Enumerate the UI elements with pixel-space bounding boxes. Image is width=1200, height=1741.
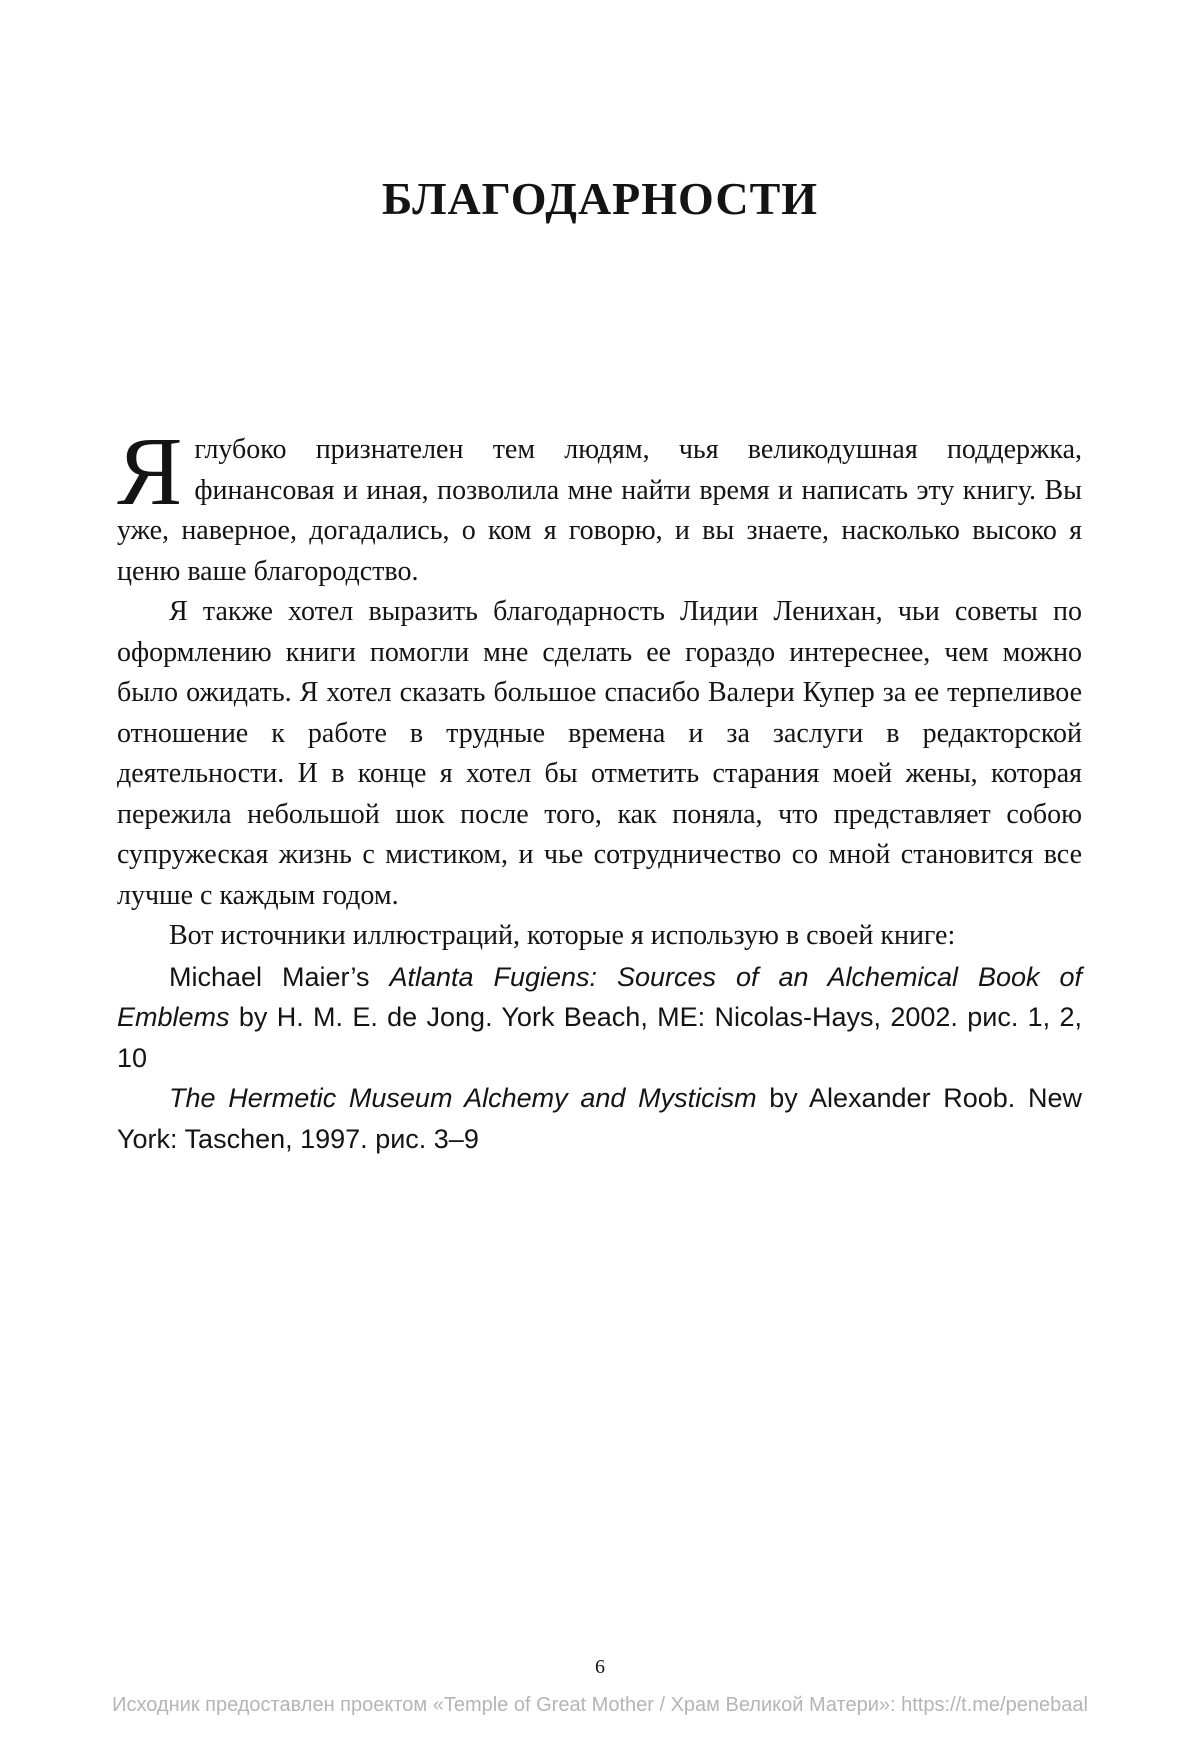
paragraph-1 bbox=[117, 418, 1082, 592]
drop-cap: Я bbox=[117, 418, 183, 526]
paragraph-1-text: глубоко признателен тем людям, чья великодушная поддержка, финансовая и иная, позволила мне найти время и написать эту книгу. Вы уже, наверное, догадались, о ком я говорю, и вы знаете, насколько высоко я ценю ваше благородство. bbox=[117, 434, 1082, 587]
source-entry-1 bbox=[117, 957, 1082, 1079]
source-2-details: by Alexander Roob. New York: Taschen, 1997. рис. 3–9 bbox=[117, 1083, 1082, 1154]
source-1-title: Atlanta Fugiens: Sources of an Alchemical Book of Emblems bbox=[117, 961, 1082, 1032]
source-watermark-note: Исходник предоставлен проектом «Temple of Great Mother / Храм Великой Матери»: https://t.me/penebaal bbox=[112, 1694, 1088, 1716]
source-2-title: The Hermetic Museum Alchemy and Mysticism bbox=[169, 1083, 757, 1113]
source-1-details: by H. M. E. de Jong. York Beach, ME: Nicolas-Hays, 2002. рис. 1, 2, 10 bbox=[117, 1002, 1082, 1073]
source-1-prefix: Michael Maier’s bbox=[169, 961, 390, 992]
paragraph-3: Вот источники иллюстраций, которые я использую в своей книге: bbox=[169, 920, 956, 951]
page-number: 6 bbox=[595, 1656, 605, 1678]
source-entry-2 bbox=[117, 1078, 1082, 1159]
page-title: БЛАГОДАРНОСТИ bbox=[381, 173, 819, 224]
acknowledgements-text bbox=[117, 418, 1082, 1159]
paragraph-2: Я также хотел выразить благодарность Лидии Ленихан, чьи советы по оформлению книги помогли мне сделать ее гораздо интереснее, чем можно было ожидать. Я хотел сказать большое спасибо Валери Купер за ее терпеливое отношение к работе в трудные времена и за заслуги в редакторской деятельности. И в конце я хотел бы отметить старания моей жены, которая пережила небольшой шок после того, как поняла, что представляет собою супружеская жизнь с мистиком, и чье сотрудничество со мной становится все лучше с каждым годом. bbox=[117, 596, 1082, 911]
